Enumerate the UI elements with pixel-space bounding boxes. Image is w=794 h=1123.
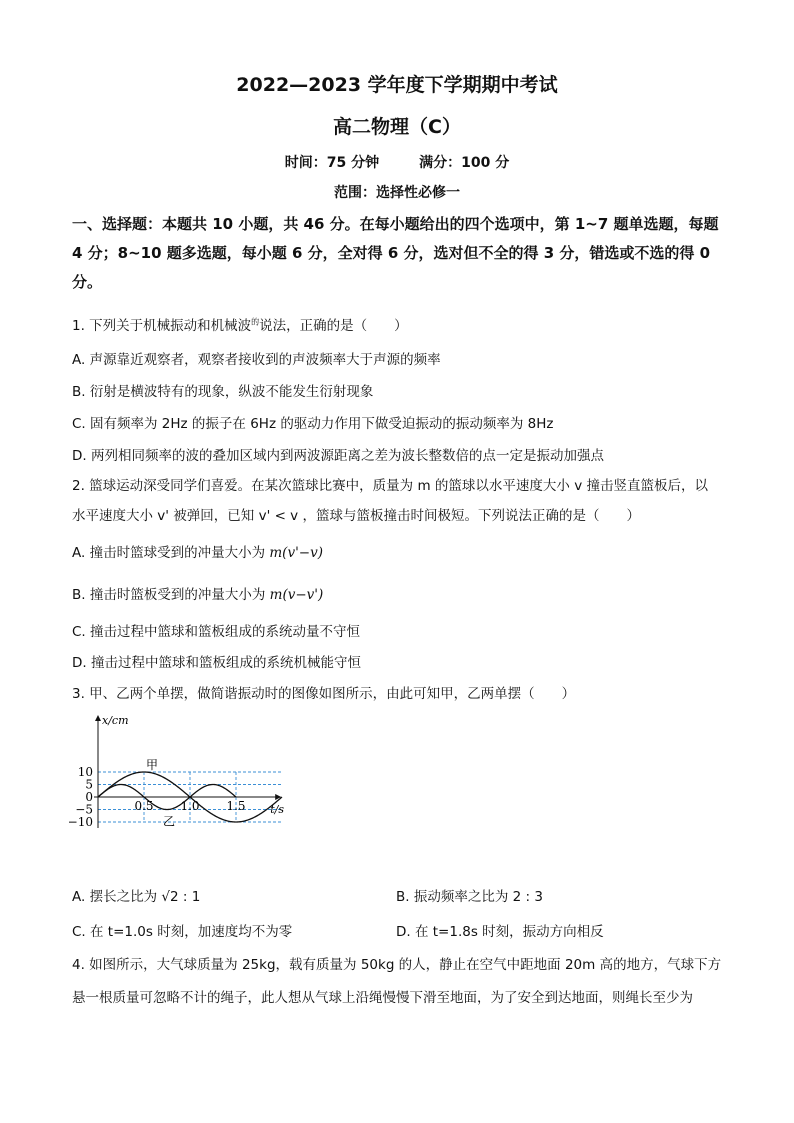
q3-option-b: B. 振动频率之比为 2 : 3 [396,889,543,905]
series-yi-label: 乙 [163,814,176,829]
x-axis-label: t/s [270,803,284,816]
y-tick-labels [68,765,93,829]
oscillation-graph [67,710,284,860]
y-tick-label: 5 [85,777,93,792]
section-instructions: 一、选择题：本题共 10 小题，共 46 分。在每小题给出的四个选项中，第 1~7 题单选题，每题 4 分；8~10 题多选题，每小题 6 分，全对得 6 分，选对但不全的得 3 分，错选或不选的得 0 分。 [72,215,719,291]
q1-stem: 1. 下列关于机械振动和机械波$^的$说法，正确的是（ ） [72,317,408,334]
exam-info [0,152,794,172]
q4-stem-line1: 4. 如图所示，大气球质量为 25kg，载有质量为 50kg 的人，静止在空气中距地面 20m 高的地方，气球下方 [72,957,722,973]
q3-stem: 3. 甲、乙两个单摆，做简谐振动时的图像如图所示，由此可知甲，乙两单摆（ ） [72,686,576,702]
q4-stem-line2: 悬一根质量可忽略不计的绳子，此人想从气球上沿绳慢慢下滑至地面，为了安全到达地面，则绳长至少为 [72,990,693,1006]
y-tick-label: −5 [75,802,93,817]
q3-option-a: A. 摆长之比为 √2 : 1 [72,889,201,905]
series-jia-label: 甲 [146,758,159,772]
y-tick-label: 10 [77,765,93,779]
q2-stem-line2: 水平速度大小 v' 被弹回，已知 v' < v ，篮球与篮板撞击时间极短。下列说法正确的是（ ） [72,508,640,524]
q2-option-a: A. 撞击时篮球受到的冲量大小为 m(v'−v) [72,545,323,561]
q2-stem-line1: 2. 篮球运动深受同学们喜爱。在某次篮球比赛中，质量为 m 的篮球以水平速度大小 v 撞击竖直篮板后，以 [72,478,708,494]
exam-score: 满分：100 分 [419,155,510,171]
y-axis-label: x/cm [102,714,129,727]
q1-option-a: A. 声源靠近观察者，观察者接收到的声波频率大于声源的频率 [72,352,441,368]
exam-title: 2022—2023 学年度下学期期中考试 [236,74,558,96]
q1-option-c: C. 固有频率为 2Hz 的振子在 6Hz 的驱动力作用下做受迫振动的振动频率为 8Hz [72,416,554,432]
x-tick-label: 0.5 [134,799,154,813]
exam-subtitle: 高二物理（C） [333,116,461,138]
q2-option-b: B. 撞击时篮板受到的冲量大小为 m(v−v') [72,587,324,603]
q2-option-d: D. 撞击过程中篮球和篮板组成的系统机械能守恒 [72,655,361,671]
x-tick-labels [134,799,245,813]
y-tick-label: −10 [67,815,93,829]
q3-option-c: C. 在 t=1.0s 时刻，加速度均不为零 [72,924,293,940]
x-tick-label: 1.0 [180,799,200,813]
exam-scope: 范围：选择性必修一 [334,185,460,201]
y-tick-label: 0 [85,790,93,804]
exam-time: 时间：75 分钟 [284,155,380,171]
q1-option-b: B. 衍射是横波特有的现象，纵波不能发生衍射现象 [72,384,374,400]
q3-option-d: D. 在 t=1.8s 时刻，振动方向相反 [396,924,604,940]
q2-option-c: C. 撞击过程中篮球和篮板组成的系统动量不守恒 [72,624,361,640]
q1-option-d: D. 两列相同频率的波的叠加区域内到两波源距离之差为波长整数倍的点一定是振动加强点 [72,448,604,464]
x-tick-label: 1.5 [226,799,246,813]
